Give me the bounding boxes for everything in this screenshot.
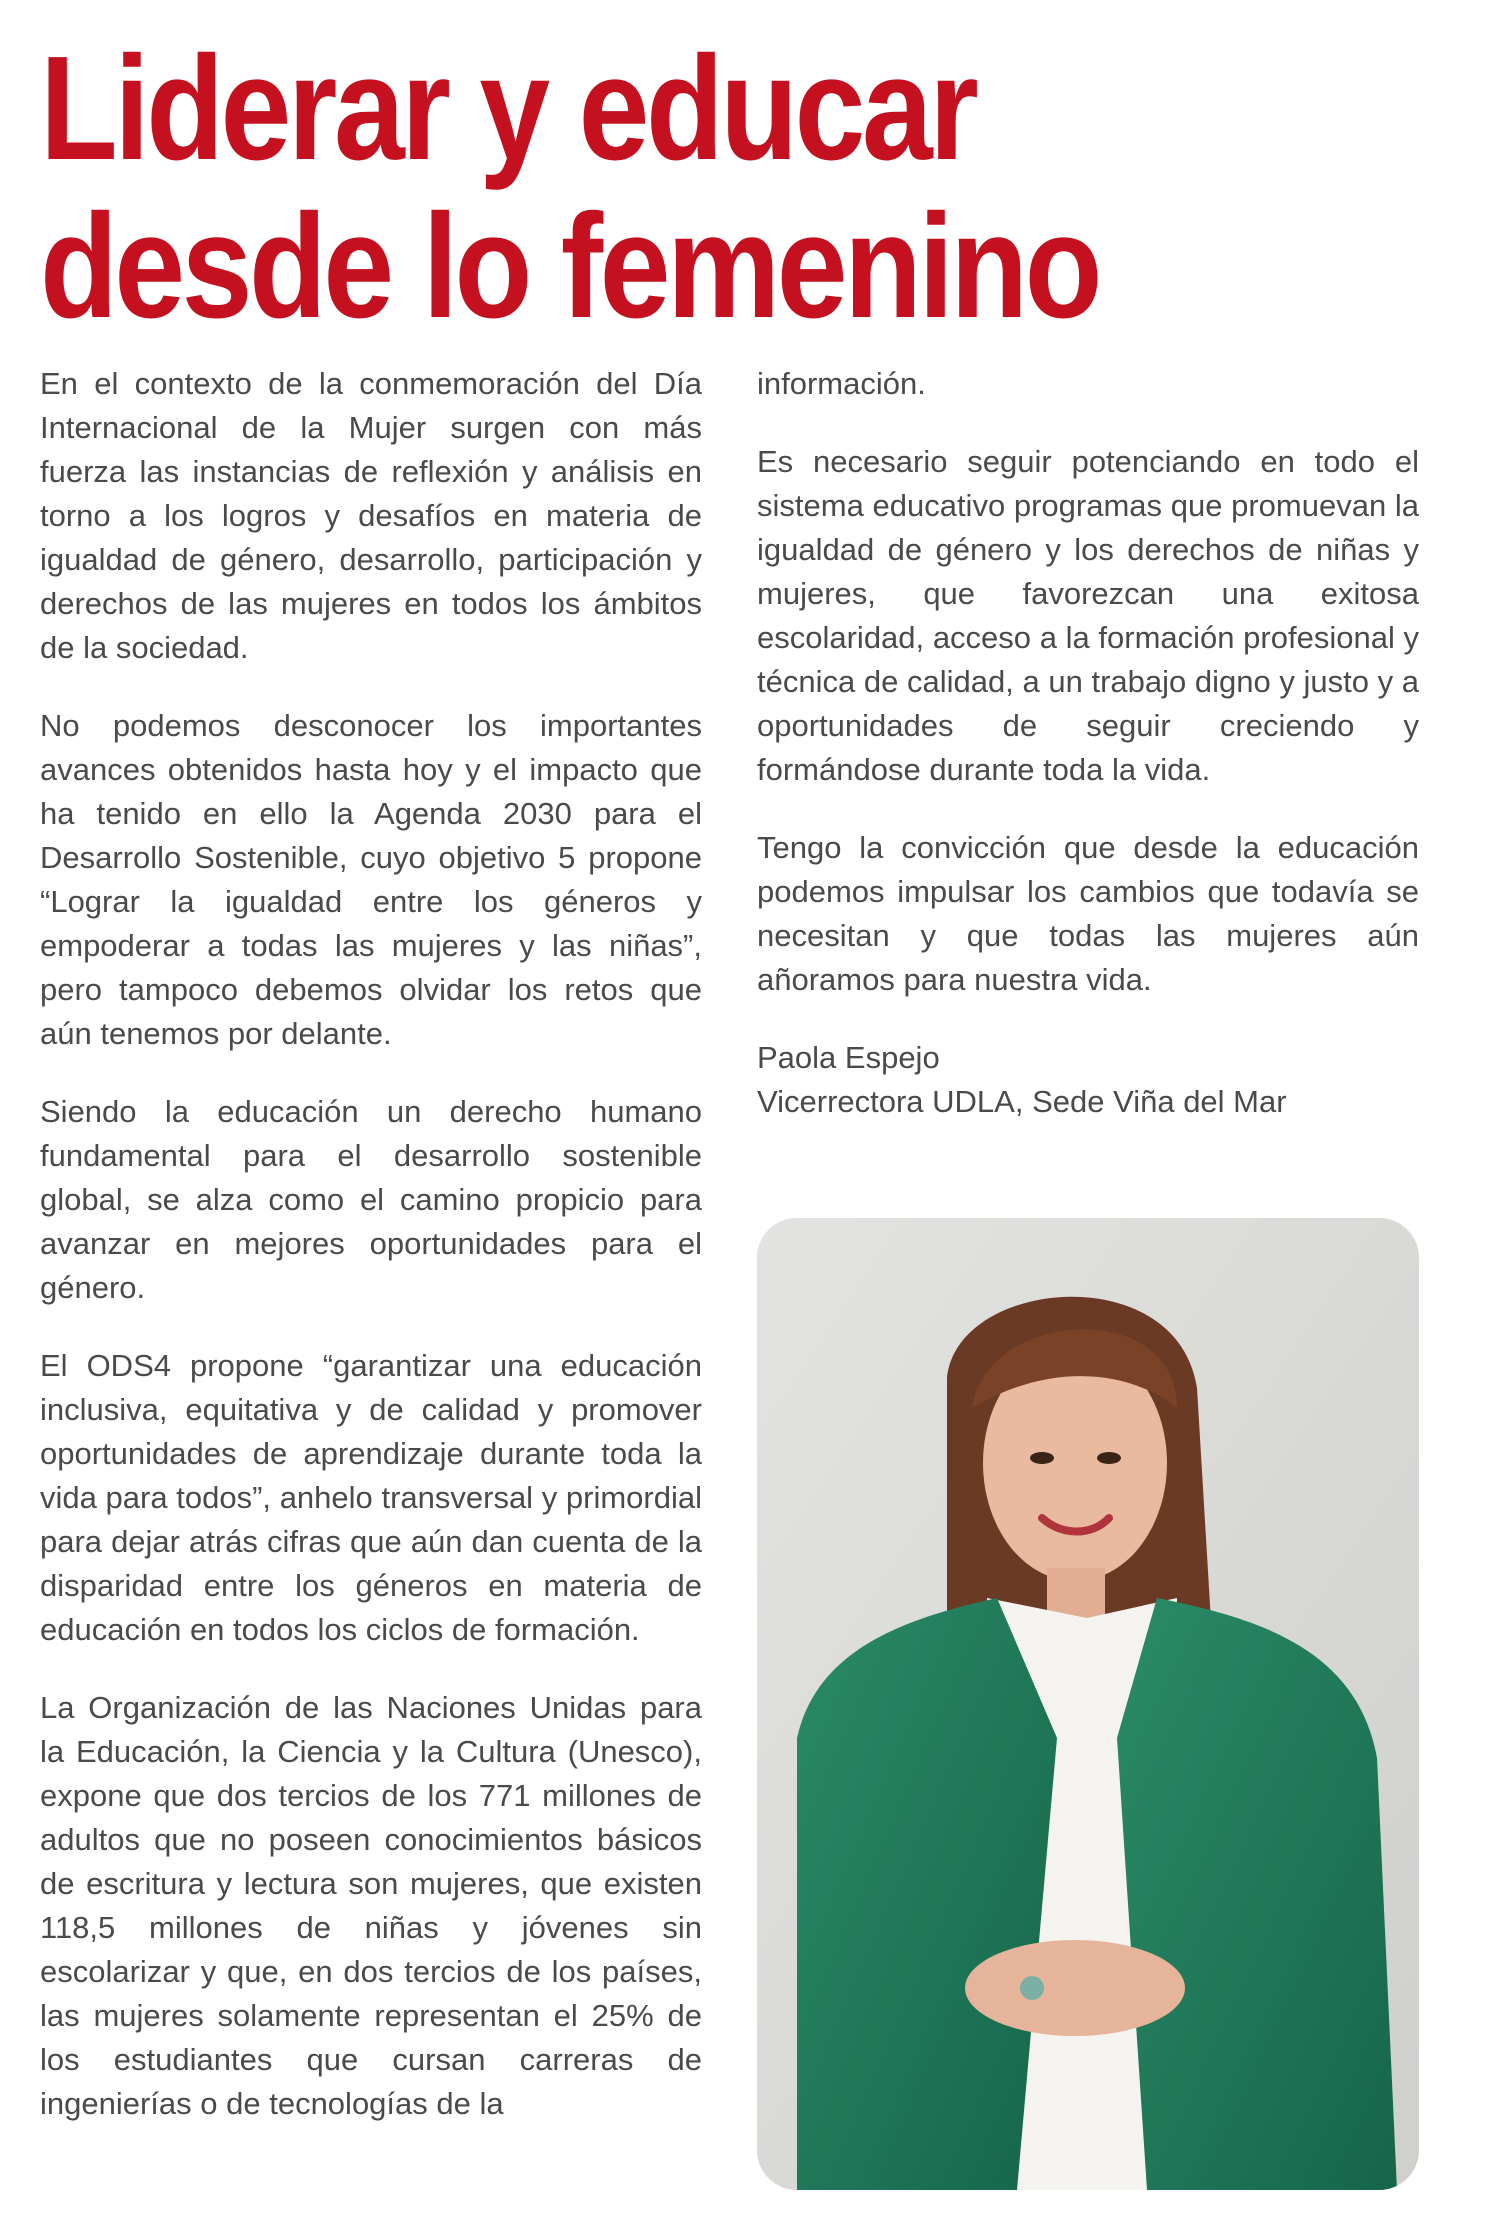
author-portrait-photo	[757, 1218, 1419, 2190]
paragraph: Tengo la convicción que desde la educación podemos impulsar los cambios que todavía se necesitan y que todas las mujeres aún añoramos para nuestra vida.	[757, 830, 1419, 997]
paragraph: Es necesario seguir potenciando en todo el sistema educativo programas que promuevan la igualdad de género y los derechos de niñas y mujeres, que favorezcan una exitosa escolaridad, acceso a la formación profesional y técnica de calidad, a un trabajo digno y justo y a oportunidades de seguir creciendo y formándose durante toda la vida.	[757, 444, 1419, 787]
paragraph: El ODS4 propone “garantizar una educación inclusiva, equitativa y de calidad y promover oportunidades de aprendizaje durante toda la vida para todos”, anhelo transversal y primordial para dejar atrás cifras que aún dan cuenta de la disparidad entre los géneros en materia de educación en todos los ciclos de formación.	[40, 1348, 702, 1647]
author-signature	[757, 1036, 1419, 1124]
right-column	[757, 362, 1419, 1124]
paragraph: No podemos desconocer los importantes avances obtenidos hasta hoy y el impacto que ha tenido en ello la Agenda 2030 para el Desarrollo Sostenible, cuyo objetivo 5 propone “Lograr la igualdad entre los géneros y empoderar a todas las mujeres y las niñas”, pero tampoco debemos olvidar los retos que aún tenemos por delante.	[40, 708, 702, 1051]
paragraph: Siendo la educación un derecho humano fundamental para el desarrollo sostenible global, se alza como el camino propicio para avanzar en mejores oportunidades para el género.	[40, 1094, 702, 1305]
portrait-illustration	[757, 1218, 1419, 2190]
paragraph: En el contexto de la conmemoración del Día Internacional de la Mujer surgen con más fuerza las instancias de reflexión y análisis en torno a los logros y desafíos en materia de igualdad de género, desarrollo, participación y derechos de las mujeres en todos los ámbitos de la sociedad.	[40, 366, 702, 665]
paragraph: La Organización de las Naciones Unidas para la Educación, la Ciencia y la Cultura (Unesco), expone que dos tercios de los 771 millones de adultos que no poseen conocimientos básicos de escritura y lectura son mujeres, que existen 118,5 millones de niñas y jóvenes sin escolarizar y que, en dos tercios de los países, las mujeres solamente representan el 25% de los estudiantes que cursan carreras de ingenierías o de tecnologías de la	[40, 1690, 702, 2121]
article-title: Liderar y educar desde lo femenino	[40, 26, 1099, 349]
author-role: Vicerrectora UDLA, Sede Viña del Mar	[757, 1084, 1287, 1119]
author-name: Paola Espejo	[757, 1040, 940, 1075]
left-column	[40, 362, 702, 2160]
paragraph-continuation: información.	[757, 366, 926, 401]
